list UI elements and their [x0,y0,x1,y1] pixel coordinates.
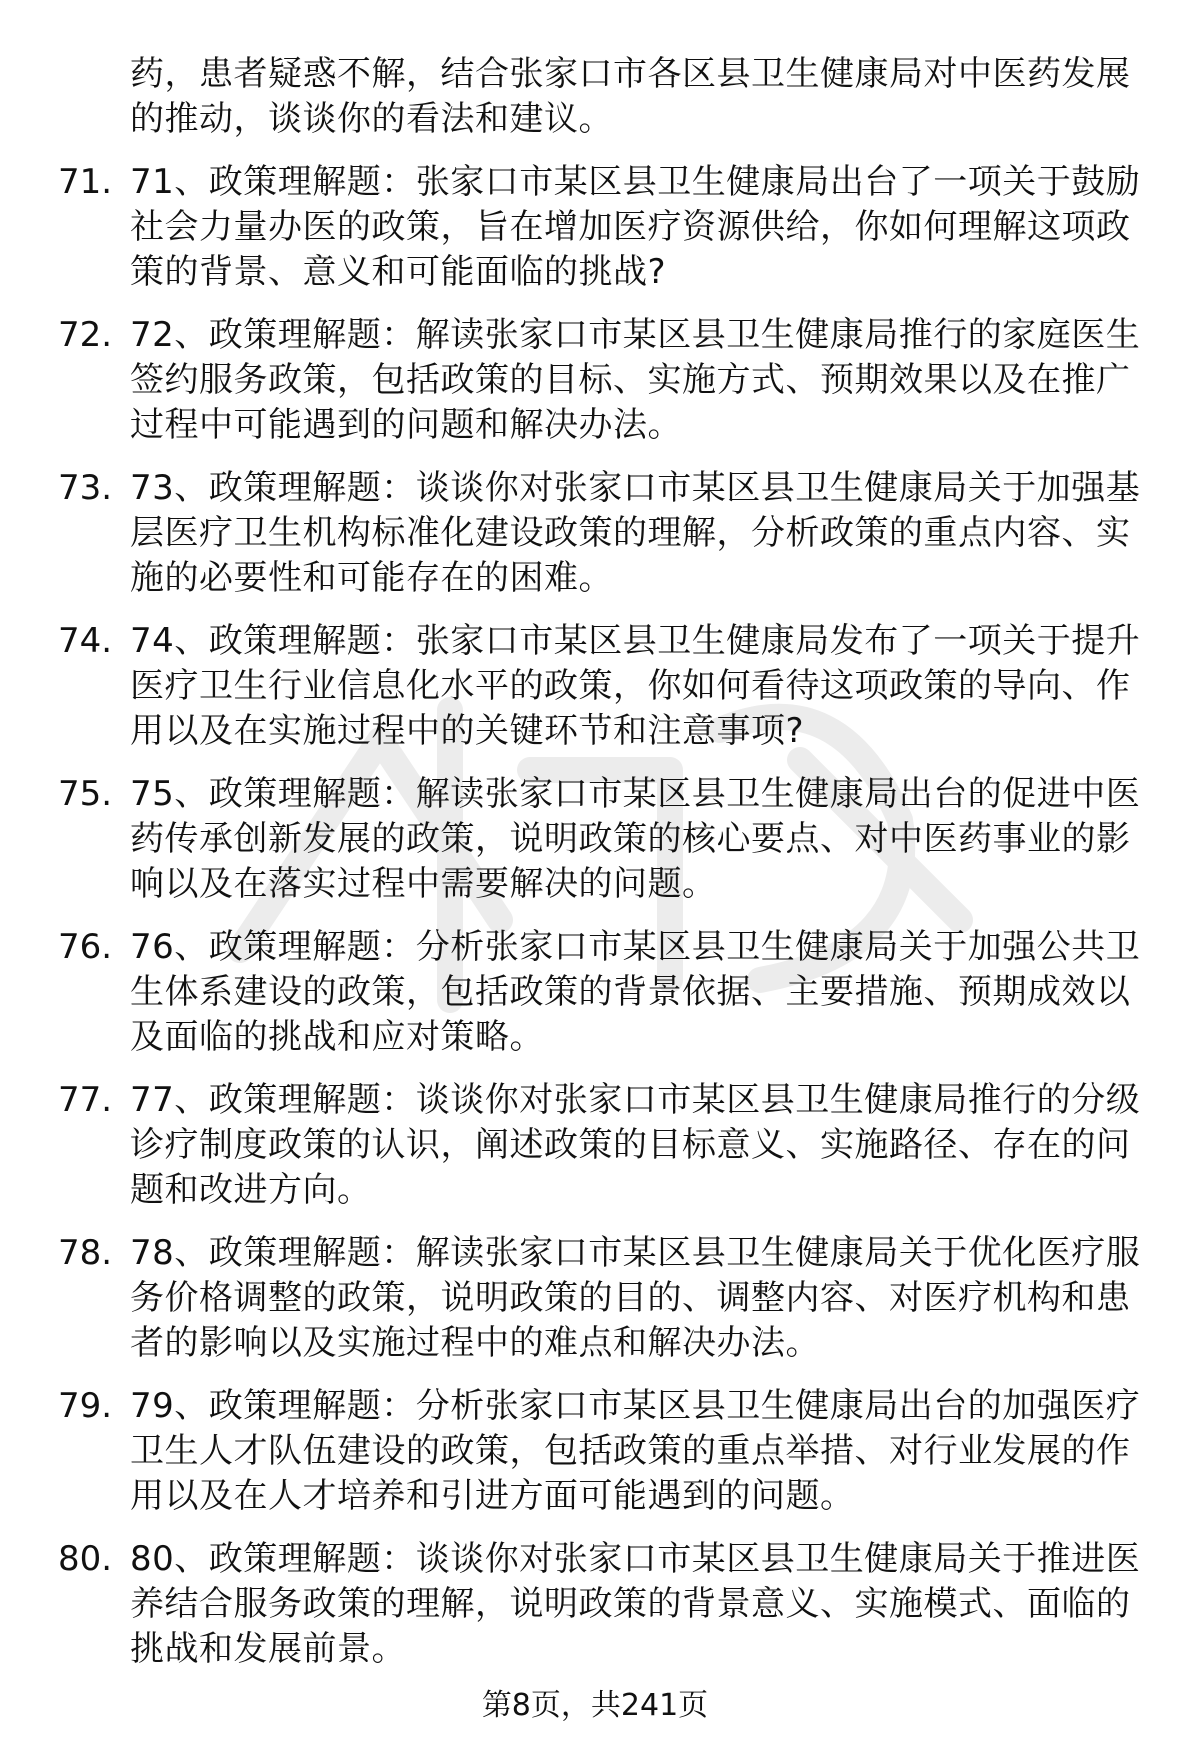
question-number: 76. [58,927,113,967]
question-number: 79. [58,1386,113,1426]
question-text: 72、政策理解题：解读张家口市某区县卫生健康局推行的家庭医生签约服务政策，包括政策的目标、实施方式、预期效果以及在推广过程中可能遇到的问题和解决办法。 [130,315,1141,445]
list-item [0,1231,1190,1384]
question-text: 75、政策理解题：解读张家口市某区县卫生健康局出台的促进中医药传承创新发展的政策，说明政策的核心要点、对中医药事业的影响以及在落实过程中需要解决的问题。 [130,774,1141,904]
list-item [0,619,1190,772]
question-text: 73、政策理解题：谈谈你对张家口市某区县卫生健康局关于加强基层医疗卫生机构标准化建设政策的理解，分析政策的重点内容、实施的必要性和可能存在的困难。 [130,468,1141,598]
question-number: 78. [58,1233,113,1273]
question-number: 80. [58,1539,113,1579]
question-list [0,160,1190,1690]
list-item [0,1384,1190,1537]
list-item [0,1537,1190,1690]
question-text: 79、政策理解题：分析张家口市某区县卫生健康局出台的加强医疗卫生人才队伍建设的政策，包括政策的重点举措、对行业发展的作用以及在人才培养和引进方面可能遇到的问题。 [130,1386,1141,1516]
list-item [0,925,1190,1078]
question-text: 71、政策理解题：张家口市某区县卫生健康局出台了一项关于鼓励社会力量办医的政策，旨在增加医疗资源供给，你如何理解这项政策的背景、意义和可能面临的挑战? [130,162,1141,292]
question-text: 78、政策理解题：解读张家口市某区县卫生健康局关于优化医疗服务价格调整的政策，说明政策的目的、调整内容、对医疗机构和患者的影响以及实施过程中的难点和解决办法。 [130,1233,1141,1363]
list-item [0,466,1190,619]
question-number: 74. [58,621,113,661]
list-item [0,313,1190,466]
question-number: 72. [58,315,113,355]
question-number: 77. [58,1080,113,1120]
question-text: 76、政策理解题：分析张家口市某区县卫生健康局关于加强公共卫生体系建设的政策，包括政策的背景依据、主要措施、预期成效以及面临的挑战和应对策略。 [130,927,1141,1057]
list-item [0,160,1190,313]
question-number: 73. [58,468,113,508]
list-item [0,1078,1190,1231]
question-text: 80、政策理解题：谈谈你对张家口市某区县卫生健康局关于推进医养结合服务政策的理解，说明政策的背景意义、实施模式、面临的挑战和发展前景。 [130,1539,1141,1669]
question-text: 77、政策理解题：谈谈你对张家口市某区县卫生健康局推行的分级诊疗制度政策的认识，阐述政策的目标意义、实施路径、存在的问题和改进方向。 [130,1080,1141,1210]
question-text: 74、政策理解题：张家口市某区县卫生健康局发布了一项关于提升医疗卫生行业信息化水平的政策，你如何看待这项政策的导向、作用以及在实施过程中的关键环节和注意事项? [130,621,1141,751]
question-number: 75. [58,774,113,814]
question-number: 71. [58,162,113,202]
list-item [0,772,1190,925]
page-footer: 第8页，共241页 [481,1688,709,1723]
continuation-text: 药，患者疑惑不解，结合张家口市各区县卫生健康局对中医药发展的推动，谈谈你的看法和建议。 [130,54,1131,139]
